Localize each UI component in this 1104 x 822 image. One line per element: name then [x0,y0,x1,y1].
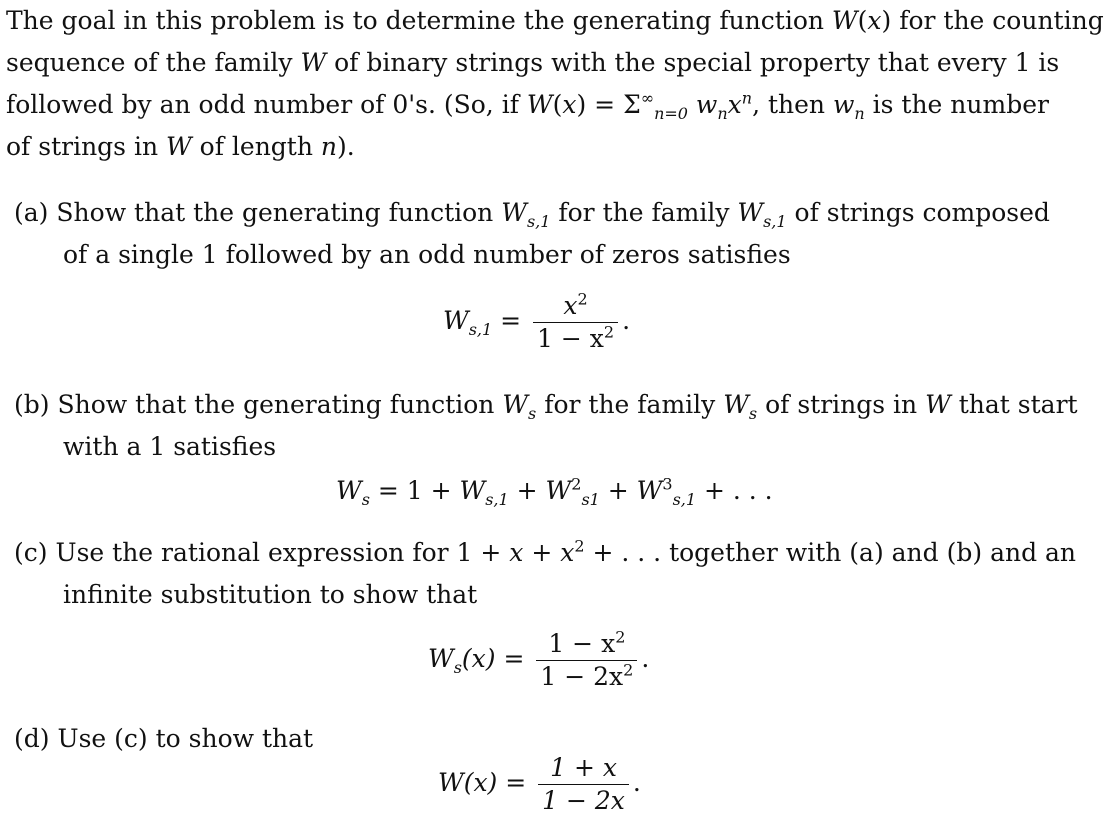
intro-line-2: sequence of the family W of binary strings with the special property that every 1 is [6,48,1060,77]
intro-line-1: The goal in this problem is to determine the generating function W(x) for the counting [6,6,1104,35]
part-a-line-1: (a) Show that the generating function $W_{s,1}$ for the family $W_{s,1}$ of strings composed [14,198,1050,231]
part-a-equation: $W_{s,1}$ = $\frac{x^2}{1 - x^2}$ . [443,289,631,353]
part-c-line-1: (c) Use the rational expression for $1 + x + x^2$ + . . . together with (a) and (b) and an [14,536,1077,567]
part-c-fraction: $\frac{1 - x^2}{1 - 2x^2}$ [536,630,637,691]
part-d-line-1: (d) Use (c) to show that [14,724,314,753]
part-a-line-2: of a single 1 followed by an odd number of zeros satisfies [63,240,791,269]
part-c-line-2: infinite substitution to show that [63,580,478,609]
part-b-equation: $W_s = 1 + W_{s,1} + W^2_{s1} + W^3_{s,1}$ + . . . [336,474,773,509]
part-c-label: (c) [14,538,48,567]
intro-line-4: of strings in W of length n). [6,132,355,161]
part-d-equation: W(x) = $\frac{1 + x}{1 - 2x}$ . [438,753,641,815]
part-d-label: (d) [14,724,50,753]
part-a-label: (a) [14,198,49,227]
part-b-line-2: with a 1 satisfies [63,432,277,461]
part-a-fraction: $\frac{x^2}{1 - x^2}$ [533,292,618,353]
part-c-equation: $W_s(x)$ = $\frac{1 - x^2}{1 - 2x^2}$ . [428,627,650,691]
intro-line-3: followed by an odd number of 0's. (So, if $W(x) = \Sigma^\infty_{n=0}$ $w_nx^n$, then $w_n$ is the number [6,88,1049,123]
part-d-fraction: $\frac{1 + x}{1 - 2x}$ [538,754,629,815]
part-b-line-1: (b) Show that the generating function $W_s$ for the family $W_s$ of strings in W that start [14,390,1078,423]
part-b-label: (b) [14,390,50,419]
